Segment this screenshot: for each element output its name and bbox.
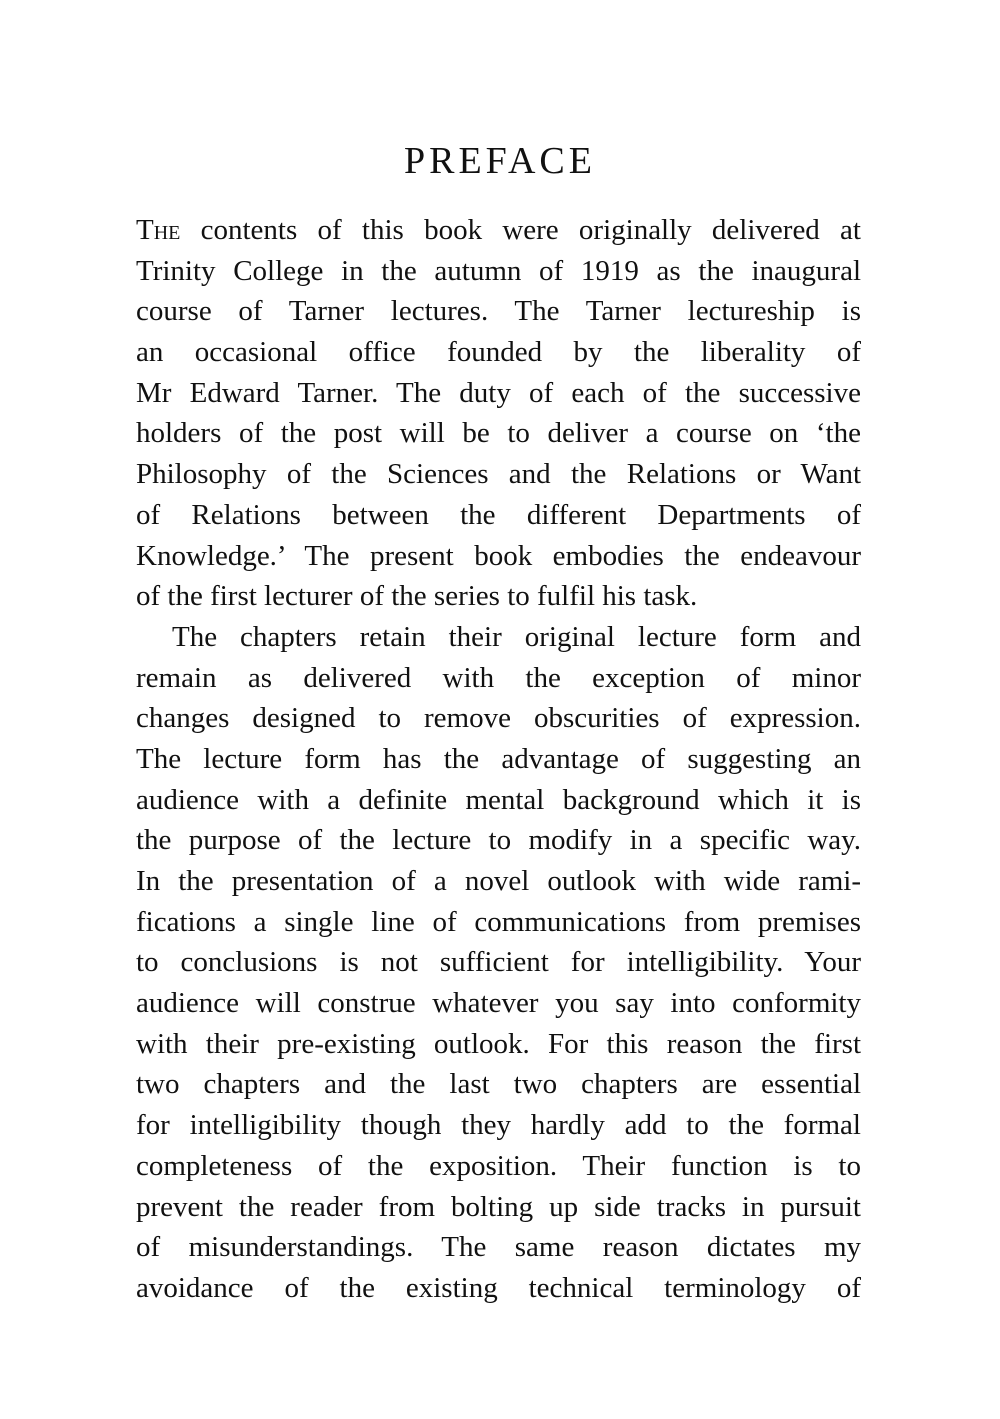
text-line: for intelligibility though they hardly add to the formal bbox=[136, 1109, 861, 1142]
text-line: an occasional office founded by the liberality of bbox=[136, 336, 861, 369]
text-line: The chapters retain their original lecture form and bbox=[172, 620, 861, 653]
text-line: of the first lecturer of the series to fulfil his task. bbox=[136, 580, 698, 613]
preface-text bbox=[136, 210, 861, 1309]
text-line: audience with a definite mental background which it is bbox=[136, 783, 861, 816]
lead-word: The bbox=[136, 214, 181, 246]
text-line: with their pre-existing outlook. For this reason the first bbox=[136, 1027, 861, 1060]
text-line: avoidance of the existing technical terminology of bbox=[136, 1271, 861, 1304]
text-line: fications a single line of communications from premises bbox=[136, 905, 861, 938]
text-line: In the presentation of a novel outlook with wide rami- bbox=[136, 865, 861, 897]
page-title: PREFACE bbox=[403, 140, 596, 182]
text-line: changes designed to remove obscurities of expression. bbox=[136, 702, 861, 735]
text-line: Trinity College in the autumn of 1919 as the inaugural bbox=[136, 254, 861, 287]
text-line: Mr Edward Tarner. The duty of each of the successive bbox=[136, 376, 861, 409]
text-line: two chapters and the last two chapters are essential bbox=[136, 1068, 861, 1101]
text-line: remain as delivered with the exception of minor bbox=[136, 661, 861, 694]
text-line bbox=[136, 210, 861, 251]
line-text: contents of this book were originally delivered at bbox=[180, 214, 861, 246]
text-line: to conclusions is not sufficient for intelligibility. Your bbox=[136, 946, 861, 979]
text-line: prevent the reader from bolting up side tracks in pursuit bbox=[136, 1190, 861, 1223]
text-line: the purpose of the lecture to modify in a specific way. bbox=[136, 824, 861, 857]
text-line: course of Tarner lectures. The Tarner lectureship is bbox=[136, 295, 861, 328]
text-line: of Relations between the different Departments of bbox=[136, 498, 861, 531]
text-line: The lecture form has the advantage of suggesting an bbox=[136, 742, 861, 775]
text-line: Knowledge.’ The present book embodies the endeavour bbox=[136, 539, 861, 572]
text-line: holders of the post will be to deliver a course on ‘the bbox=[136, 417, 861, 450]
text-line: of misunderstandings. The same reason dictates my bbox=[136, 1231, 861, 1264]
text-line: Philosophy of the Sciences and the Relations or Want bbox=[136, 458, 861, 491]
text-line: audience will construe whatever you say into conformity bbox=[136, 987, 861, 1020]
text-line: completeness of the exposition. Their function is to bbox=[136, 1149, 861, 1182]
